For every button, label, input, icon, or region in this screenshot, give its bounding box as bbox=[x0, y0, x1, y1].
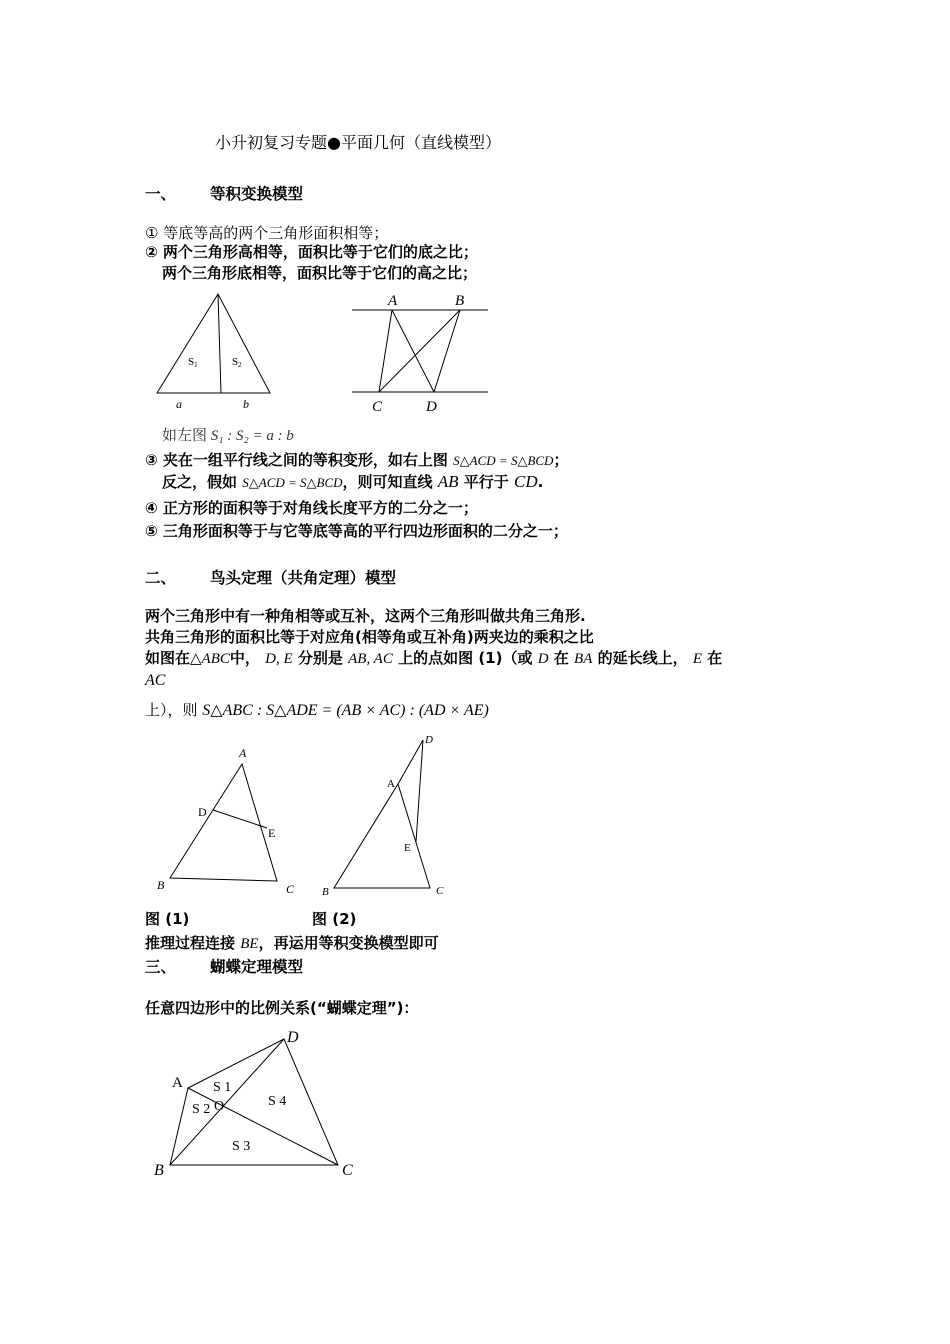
rule-3b-mid: ，则可知直线 bbox=[342, 473, 433, 491]
fig1-point-D: D bbox=[198, 805, 207, 819]
page-title: 小升初复习专题●平面几何（直线模型） bbox=[215, 133, 501, 152]
butterfly-point-B: B bbox=[154, 1162, 164, 1179]
rule-3b bbox=[162, 471, 543, 492]
setup-text-1: 如图在 bbox=[145, 649, 191, 667]
fig2-point-A: A bbox=[387, 778, 395, 790]
sides-AB-AC: AB, AC bbox=[348, 651, 393, 667]
fig1-point-B: B bbox=[157, 878, 165, 892]
proof-hint-text-1: 推理过程连接 bbox=[145, 934, 236, 952]
rule-2b: 两个三角形底相等，面积比等于它们的高之比； bbox=[162, 264, 478, 282]
butterfly-intro: 任意四边形中的比例关系(“蝴蝶定理”)： bbox=[145, 999, 419, 1017]
segment-AD-extension bbox=[398, 740, 423, 784]
line-AB: AB bbox=[437, 472, 459, 491]
triangle-outline bbox=[157, 294, 270, 393]
setup-text-4: 上的点如图 (1)（或 bbox=[398, 649, 533, 667]
rule-3 bbox=[145, 449, 568, 470]
side-AC: AC bbox=[145, 672, 166, 689]
proof-hint bbox=[145, 932, 439, 953]
rule-3-end: ； bbox=[553, 451, 569, 469]
rule-3b-end: . bbox=[537, 473, 544, 491]
area-S2: S 2 bbox=[192, 1102, 211, 1117]
butterfly-point-D: D bbox=[287, 1029, 299, 1046]
setup-text-2: 中， bbox=[229, 649, 260, 667]
fig1-point-E: E bbox=[268, 826, 276, 840]
triangle-ABC-outline bbox=[170, 764, 277, 881]
rule-3-text: ③ 夹在一组平行线之间的等积变形，如右上图 bbox=[145, 451, 448, 469]
co-angle-setup bbox=[145, 647, 722, 668]
point-A-label: A bbox=[388, 293, 398, 309]
triangle-divider bbox=[218, 294, 221, 393]
rule-5: ⑤ 三角形面积等于与它等底等高的平行四边形面积的二分之一； bbox=[145, 522, 568, 540]
co-angle-definition: 两个三角形中有一种角相等或互补，这两个三角形叫做共角三角形. bbox=[145, 607, 586, 625]
fig1-point-C: C bbox=[286, 882, 295, 896]
point-D-label: D bbox=[426, 399, 437, 415]
base-a-label: a bbox=[176, 397, 182, 411]
rule-3-formula: S△ACD = S△BCD bbox=[453, 453, 554, 468]
triangle-ABC-outline-2 bbox=[334, 784, 430, 888]
parallel-lines-figure bbox=[350, 288, 495, 418]
area-s1-label: S1 bbox=[188, 356, 198, 369]
segment-AC bbox=[379, 310, 392, 392]
point-C-label: C bbox=[372, 399, 383, 415]
section-2-heading: 鸟头定理（共角定理）模型 bbox=[210, 569, 397, 587]
segment-BC bbox=[379, 310, 460, 392]
formula-lead: 上），则 bbox=[145, 701, 198, 719]
butterfly-figure bbox=[150, 1025, 370, 1185]
area-S4: S 4 bbox=[268, 1094, 287, 1109]
bird-head-figure-1 bbox=[150, 740, 300, 900]
area-S3: S 3 bbox=[232, 1139, 251, 1154]
segment-DE-2 bbox=[416, 740, 423, 842]
area-s2-label: S2 bbox=[232, 356, 242, 369]
fig2-point-B: B bbox=[322, 886, 329, 898]
co-angle-formula: S△ABC : S△ADE = (AB × AC) : (AD × AE) bbox=[202, 702, 489, 719]
ratio-formula: S₁ : S₂ = a : b bbox=[210, 428, 294, 444]
setup-text-3: 分别是 bbox=[297, 649, 343, 667]
area-S1: S 1 bbox=[213, 1080, 232, 1095]
butterfly-point-O: O bbox=[214, 1099, 225, 1114]
rule-3b-start: 反之，假如 bbox=[162, 473, 238, 491]
ratio-caption bbox=[162, 424, 294, 445]
fig2-point-D: D bbox=[425, 734, 433, 746]
rule-2a: ② 两个三角形高相等，面积比等于它们的底之比； bbox=[145, 243, 478, 261]
segment-AD bbox=[392, 310, 434, 392]
butterfly-point-A: A bbox=[172, 1075, 183, 1091]
setup-text-5: 在 bbox=[553, 649, 569, 667]
line-BA: BA bbox=[574, 651, 593, 667]
equal-height-triangle-figure bbox=[150, 290, 280, 415]
section-3-heading: 蝴蝶定理模型 bbox=[210, 958, 304, 976]
rule-1: ① 等底等高的两个三角形面积相等； bbox=[145, 224, 389, 242]
point-B-label: B bbox=[455, 293, 465, 309]
point-E: E bbox=[692, 651, 703, 667]
fig1-point-A: A bbox=[239, 746, 247, 760]
points-DE: D, E bbox=[265, 651, 293, 667]
setup-text-6: 的延长线上， bbox=[597, 649, 688, 667]
figure-1-caption: 图 (1) bbox=[145, 910, 190, 928]
co-angle-property: 共角三角形的面积比等于对应角(相等角或互补角)两夹边的乘积之比 bbox=[145, 628, 594, 646]
diagonal-BD bbox=[170, 1039, 287, 1165]
segment-BD bbox=[434, 310, 460, 392]
section-2-number: 二、 bbox=[145, 569, 177, 587]
rule-3b-parallel: 平行于 bbox=[463, 473, 509, 491]
figure-2-caption: 图 (2) bbox=[312, 910, 357, 928]
rule-3b-formula: S△ACD = S△BCD bbox=[242, 475, 343, 490]
diagonal-AC bbox=[188, 1088, 338, 1165]
section-1-number: 一、 bbox=[145, 185, 177, 203]
section-3-number: 三、 bbox=[145, 958, 177, 976]
triangle-ABC: △ABC bbox=[190, 651, 230, 667]
setup-text-7: 在 bbox=[707, 649, 723, 667]
bird-head-figure-2 bbox=[315, 730, 455, 900]
fig2-point-E: E bbox=[404, 842, 411, 854]
fig2-point-C: C bbox=[436, 885, 444, 897]
rule-4: ④ 正方形的面积等于对角线长度平方的二分之一； bbox=[145, 499, 478, 517]
butterfly-point-C: C bbox=[342, 1162, 353, 1179]
base-b-label: b bbox=[243, 397, 249, 411]
point-D: D bbox=[537, 651, 549, 667]
section-1-heading: 等积变换模型 bbox=[210, 185, 304, 203]
segment-BE: BE bbox=[240, 936, 259, 952]
ratio-caption-text: 如左图 bbox=[162, 428, 208, 444]
co-angle-formula-line bbox=[145, 699, 489, 720]
line-CD: CD bbox=[514, 472, 538, 491]
proof-hint-text-2: ，再运用等积变换模型即可 bbox=[258, 934, 439, 952]
